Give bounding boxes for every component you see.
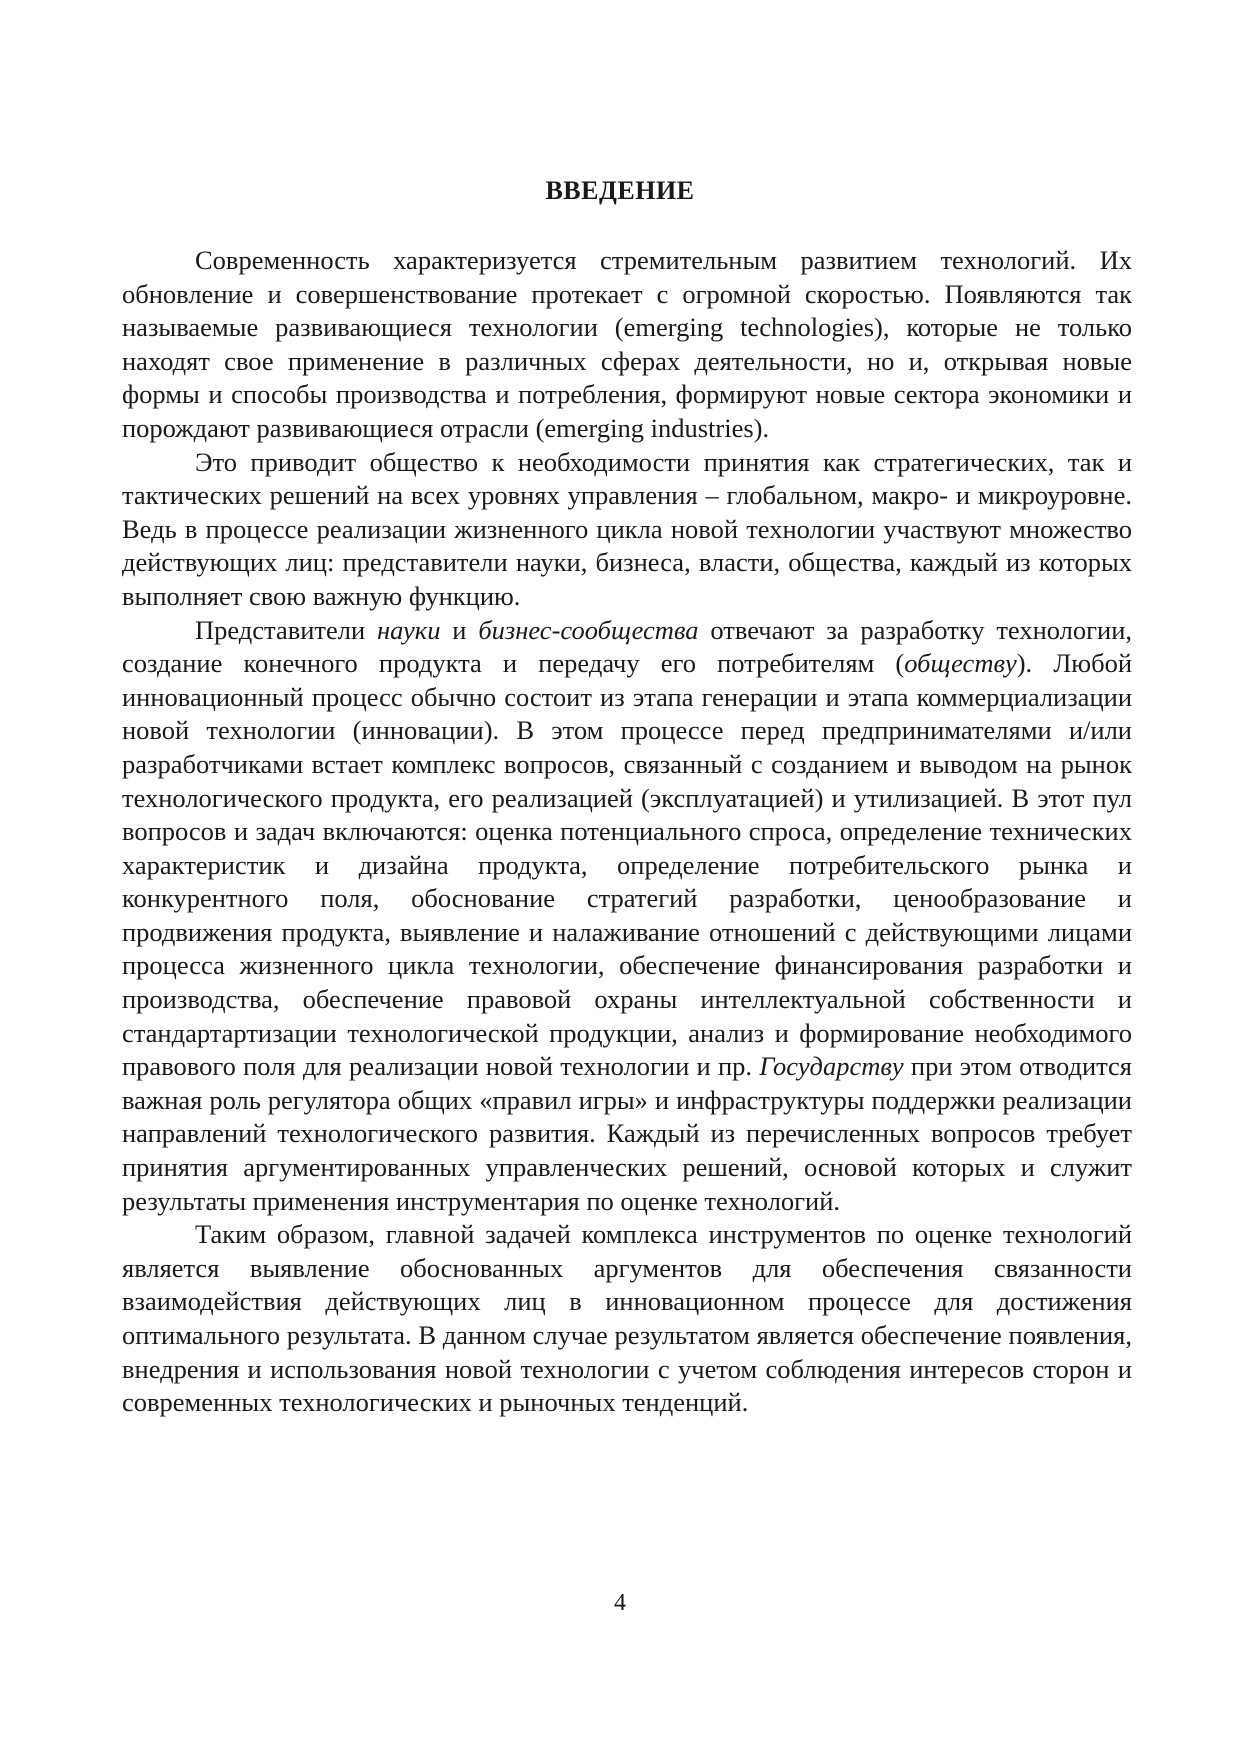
paragraph-3-text-3: отвечают за разработку технологии, создание конечного продукта и передачу его потребителям ( — [122, 614, 1133, 679]
paragraph-3-text-1: Представители — [195, 614, 377, 645]
paragraph-3-text-4: ). Любой инновационный процесс обычно состоит из этапа генерации и этапа коммерциализации новой технологии (инновации). В этом процессе перед предпринимателями и/или разработчиками встает комплекс вопросов, связанный с созданием и выводом на рынок технологического продукта, его реализацией (эксплуатацией) и утилизацией. В этот пул вопросов и задач включаются: оценка потенциального спроса, определение технических характеристик и дизайна продукта, определение потребительского рынка и конкурентного поля, обоснование стратегий разработки, ценообразование и продвижения продукта, выявление и налаживание отношений с действующими лицами процесса жизненного цикла технологии, обеспечение финансирования разработки и производства, обеспечение правовой охраны интеллектуальной собственности и стандартартизации технологической продукции, анализ и формирование необходимого правового поля для реализации новой технологии и пр. — [122, 648, 1133, 1082]
italic-term-business-community: бизнес-сообщества — [478, 614, 699, 645]
body-text — [122, 244, 1132, 1420]
section-heading: ВВЕДЕНИЕ — [545, 176, 695, 205]
paragraph-4: Таким образом, главной задачей комплекса инструментов по оценке технологий является выявление обоснованных аргументов для обеспечения связанности взаимодействия действующих лиц в инновационном процессе для достижения оптимального результата. В данном случае результатом является обеспечение появления, внедрения и использования новой технологии с учетом соблюдения интересов сторон и современных технологических и рыночных тенденций. — [122, 1219, 1132, 1418]
italic-term-society: обществу — [904, 648, 1017, 679]
paragraph-3-text-5: при этом отводится важная роль регулятора общих «правил игры» и инфраструктуры поддержки реализации направлений технологического развития. Каждый из перечисленных вопросов требует принятия аргументированных управленческих решений, основой которых и служит результаты применения инструментария по оценке технологий. — [122, 1051, 1132, 1216]
paragraph-2: Это приводит общество к необходимости принятия как стратегических, так и тактических решений на всех уровнях управления – глобальном, макро- и микроуровне. Ведь в процессе реализации жизненного цикла новой технологии участвуют множество действующих лиц: представители науки, бизнеса, власти, общества, каждый из которых выполняет свою важную функцию. — [122, 446, 1132, 611]
italic-term-science: науки — [377, 614, 441, 645]
page-number: 4 — [614, 1590, 626, 1616]
paragraph-1: Современность характеризуется стремительным развитием технологий. Их обновление и совершенствование протекает с огромной скоростью. Появляются так называемые развивающиеся технологии (emerging technologies), которые не только находят свое применение в различных сферах деятельности, но и, открывая новые формы и способы производства и потребления, формируют новые сектора экономики и порождают развивающиеся отрасли (emerging industries). — [122, 245, 1132, 443]
italic-term-state: Государству — [759, 1051, 904, 1082]
paragraph-3-text-2: и — [440, 614, 479, 645]
paragraph-3 — [122, 614, 1132, 1219]
